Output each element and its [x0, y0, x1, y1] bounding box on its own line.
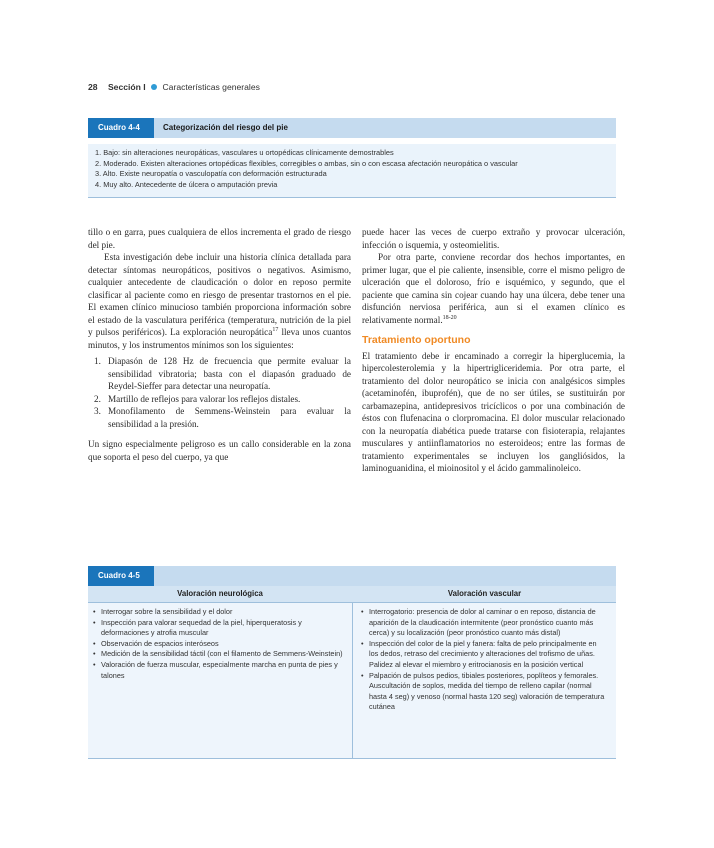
list-item: • Inspección para valorar sequedad de la piel, hiperqueratosis y deformaciones y atrofia muscular	[92, 618, 344, 639]
left-column	[88, 226, 351, 463]
list-item	[88, 393, 351, 406]
box44-body	[88, 144, 616, 198]
list-item: • Interrogar sobre la sensibilidad y el dolor	[92, 607, 344, 618]
instrument-list	[88, 355, 351, 430]
box45-body	[88, 586, 616, 759]
list-item: 3. Alto. Existe neuropatía o vasculopatía con deformación estructurada	[95, 169, 327, 179]
list-text: Monofilamento de Semmens-Weinstein para evaluar la sensibilidad a la presión.	[108, 406, 351, 429]
right-column	[362, 226, 625, 475]
box45-header	[88, 566, 616, 586]
paragraph-text: Esta investigación debe incluir una historia clínica detallada para detectar síntomas neuropáticos, positivos o negativos. Asimismo, cualquier antecedente de claudicación o dolor en reposo permite clasificar al paciente como en riesgo de presentar trastornos en el pie. El examen clínico minucioso también proporciona información sobre el estado de la vasculatura periférica (temperatura, nutrición de la piel y pulsos periféricos). La exploración neuropática	[88, 252, 351, 337]
citation: 17	[272, 326, 279, 333]
box44-label: Cuadro 4-4	[88, 118, 154, 138]
paragraph	[88, 251, 351, 351]
list-item: • Palpación de pulsos pedios, tibiales posteriores, poplíteos y femorales. Auscultación de soplos, medida del tiempo de relleno capilar (normal hasta 4 seg) y venoso (normal hasta 120 seg) valoración de temperatura cutánea	[360, 671, 606, 713]
list-item: • Valoración de fuerza muscular, especialmente marcha en punta de pies y talones	[92, 660, 344, 681]
paragraph: El tratamiento debe ir encaminado a corregir la hiperglucemia, la hipercolesterolemia y la hipertrigliceridemia. Por otra parte, el tratamiento del dolor neuropático se inicia con analgésicos simples (acetaminofén, ibuprofén), que de no ser útiles, se sustituirán por carbamazepina, antidepresivos tricíclicos o por una combinación de éstos con flufenacina o clorpromacina. El dolor muscular relacionado con la neuropatía diabética puede tratarse con fisioterapia, relajantes musculares y antiinflamatorios no esteroideos; entre las formas de tratamiento experimentales se incluyen los gangliósidos, la laminoguanidina, el mioinositol y el ácido gammalinoleico.	[362, 350, 625, 473]
paragraph-text: Por otra parte, conviene recordar dos hechos importantes, en primer lugar, que el pie caliente, insensible, corre el mismo peligro de ulceración que el doloroso, frío e isquémico, y segundo, que el paciente que camina sin cojear cuando hay una úlcera, debe tener una disfunción nerviosa periférica, aun si el examen clínico es relativamente normal.	[362, 252, 625, 325]
section-label: Sección I	[107, 82, 146, 92]
list-text: Martillo de reflejos para valorar los reflejos distales.	[108, 393, 301, 404]
box44-title: Categorización del riesgo del pie	[163, 123, 288, 132]
list-item: • Observación de espacios interóseos	[92, 639, 344, 650]
list-number: 1.	[94, 356, 101, 366]
column-header-neuro: Valoración neurológica	[177, 589, 263, 598]
list-item: 2. Moderado. Existen alteraciones ortopédicas flexibles, corregibles o ambas, sin o con escasa afectación neuropática o vascular	[95, 158, 518, 168]
list-item: 4. Muy alto. Antecedente de úlcera o amputación previa	[95, 180, 278, 190]
paragraph: tillo o en garra, pues cualquiera de ellos incrementa el grado de riesgo del pie.	[88, 227, 351, 250]
neuro-list	[92, 607, 344, 681]
risk-category-list	[88, 144, 616, 191]
box44-header	[88, 118, 616, 138]
list-item: • Inspección del color de la piel y fanera: falta de pelo principalmente en los dedos, retraso del crecimiento y alteraciones del trofismo de uñas. Palidez al elevar el miembro y eritrocianosis en la posición vertical	[360, 639, 606, 671]
list-number: 3.	[94, 406, 101, 416]
paragraph	[362, 251, 625, 326]
page-number: 28	[88, 82, 98, 92]
column-header-vascular: Valoración vascular	[447, 589, 522, 598]
list-item: • Interrogatorio: presencia de dolor al caminar o en reposo, distancia de aparición de la claudicación intermitente (peor pronóstico cuanto más cerca) y su localización (peor pronóstico cuanto más distal)	[360, 607, 606, 639]
list-item	[88, 405, 351, 430]
running-header	[88, 82, 260, 92]
column-divider	[352, 602, 353, 758]
citation: 18-20	[442, 314, 457, 321]
box45-label: Cuadro 4-5	[88, 566, 154, 586]
list-item: • Medición de la sensibilidad táctil (con el filamento de Semmens-Weinstein)	[92, 649, 344, 660]
paragraph-text: lleva unos cuantos minutos, y los instrumentos mínimos son los siguientes:	[88, 327, 351, 350]
list-item: 1. Bajo: sin alteraciones neuropáticas, vasculares u ortopédicas clínicamente demostrables	[95, 148, 394, 157]
list-item	[88, 355, 351, 393]
paragraph: puede hacer las veces de cuerpo extraño y provocar ulceración, infección o isquemia, y osteomielitis.	[362, 227, 625, 250]
table-header	[88, 586, 616, 603]
section-dot-icon	[151, 84, 157, 90]
section-title: Características generales	[162, 82, 260, 92]
list-text: Diapasón de 128 Hz de frecuencia que permite evaluar la sensibilidad vibratoria; basta con el diapasón graduado de Reydel-Sieffer para detectar una neuropatía.	[108, 356, 351, 391]
list-number: 2.	[94, 393, 101, 404]
vascular-list	[360, 607, 606, 713]
section-heading: Tratamiento oportuno	[362, 334, 471, 346]
paragraph: Un signo especialmente peligroso es un callo considerable en la zona que soporta el peso del cuerpo, ya que	[88, 439, 351, 462]
